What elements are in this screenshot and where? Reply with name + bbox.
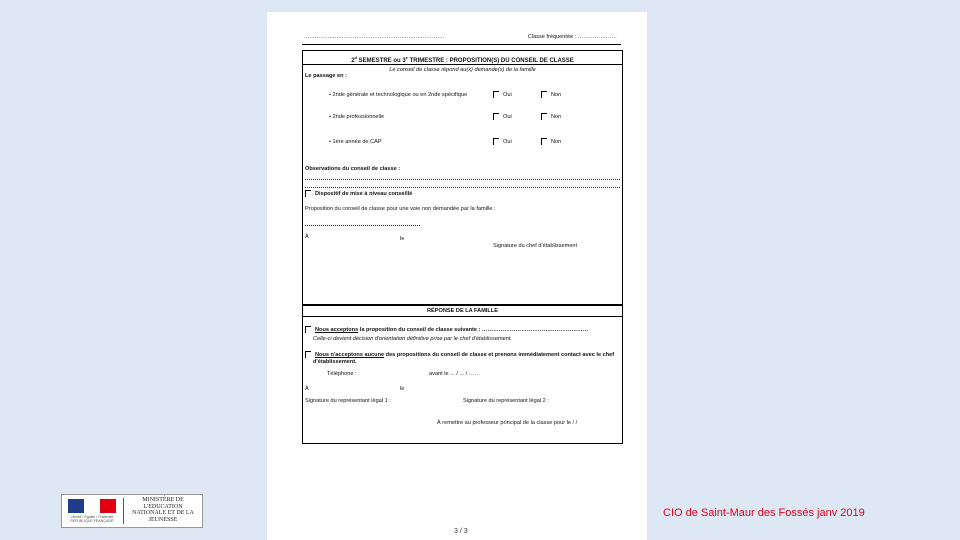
accept-checkbox[interactable]: Nous acceptons la proposition du conseil de classe suivante : ………………………………………………… — [305, 326, 588, 334]
date-label: le — [400, 236, 405, 242]
checkbox-icon — [493, 113, 499, 120]
reply-title: RÉPONSE DE LA FAMILLE — [303, 306, 622, 317]
row-label-2pro: • 2nde professionnelle — [329, 114, 385, 120]
telephone-label: Téléphone : — [327, 371, 357, 377]
section-title: 2$^d$ SEMESTRE ou 3e TRIMESTRE : PROPOSITION(S) DU CONSEIL DE CLASSE — [303, 51, 622, 65]
reply-date-label: le — [400, 386, 405, 392]
checkbox-icon — [493, 91, 499, 98]
checkbox-icon — [541, 91, 547, 98]
conseil-classe-section — [302, 50, 623, 305]
checkbox-icon — [305, 351, 311, 358]
page-number: 3 / 3 — [454, 528, 468, 535]
ministry-logo — [61, 494, 203, 528]
oui-checkbox-2pro[interactable]: Oui — [493, 113, 512, 121]
lieu-label: À — [305, 234, 309, 240]
signature-chef-label: Signature du chef d'établissement — [493, 243, 578, 249]
classe-field: Classe fréquentée : ………………… — [527, 34, 617, 40]
reply-lieu-label: À — [305, 386, 309, 392]
non-checkbox-2pro[interactable]: Non — [541, 113, 561, 121]
reponse-famille-section — [302, 304, 623, 444]
logo-separator — [123, 498, 124, 524]
checkbox-icon — [305, 190, 311, 197]
passage-label: Le passage en : — [305, 73, 347, 79]
refuse-checkbox[interactable]: Nous n'acceptons aucune des propositions du conseil de classe et prenons immédiatement contact avec le chef — [305, 351, 614, 359]
non-checkbox-cap[interactable]: Non — [541, 138, 561, 146]
refuse-line-2: d'établissement. — [313, 359, 357, 365]
document-page — [267, 12, 647, 540]
checkbox-icon — [305, 326, 311, 333]
french-flag-icon — [68, 499, 116, 513]
ministry-name: MINISTÈRE DE L'ÉDUCATION NATIONALE ET DE LA JEUNESSE — [132, 497, 194, 523]
observations-line-1 — [305, 179, 620, 180]
row-label-2gt: • 2nde générale et technologique ou en 2nde spécifique — [329, 92, 468, 98]
checkbox-icon — [541, 138, 547, 145]
form-header-line — [302, 32, 621, 45]
proposition-line — [305, 225, 420, 226]
accept-note: Celle-ci devient décision d'orientation définitive prise par le chef d'établissement. — [313, 336, 512, 342]
avant-label: avant le ... / ... / …… — [429, 371, 480, 377]
dispositif-checkbox[interactable]: Dispositif de mise à niveau conseillé — [305, 190, 412, 198]
logo-motto: Liberté • Égalité • Fraternité RÉPUBLIQUE FRANÇAISE — [70, 515, 114, 524]
signature-rep-2: Signature du représentant légal 2 : — [463, 398, 549, 404]
observations-label: Observations du conseil de classe : — [305, 166, 401, 172]
name-field-dots: …………………………………………………………………… — [304, 34, 445, 40]
oui-checkbox-2gt[interactable]: Oui — [493, 91, 512, 99]
footer-cio-text: CIO de Saint-Maur des Fossés janv 2019 — [663, 507, 865, 519]
checkbox-icon — [493, 138, 499, 145]
checkbox-icon — [541, 113, 547, 120]
observations-line-2 — [305, 187, 620, 188]
section-subtitle: Le conseil de classe répond au(x) demande(s) de la famille — [389, 67, 536, 73]
row-label-cap: • 1ère année de CAP — [329, 139, 382, 145]
proposition-label: Proposition du conseil de classe pour une voie non demandée par la famille : — [305, 206, 496, 212]
remettre-label: À remettre au professeur principal de la classe pour le / / — [437, 420, 578, 426]
non-checkbox-2gt[interactable]: Non — [541, 91, 561, 99]
oui-checkbox-cap[interactable]: Oui — [493, 138, 512, 146]
signature-rep-1: Signature du représentant légal 1 : — [305, 398, 391, 404]
